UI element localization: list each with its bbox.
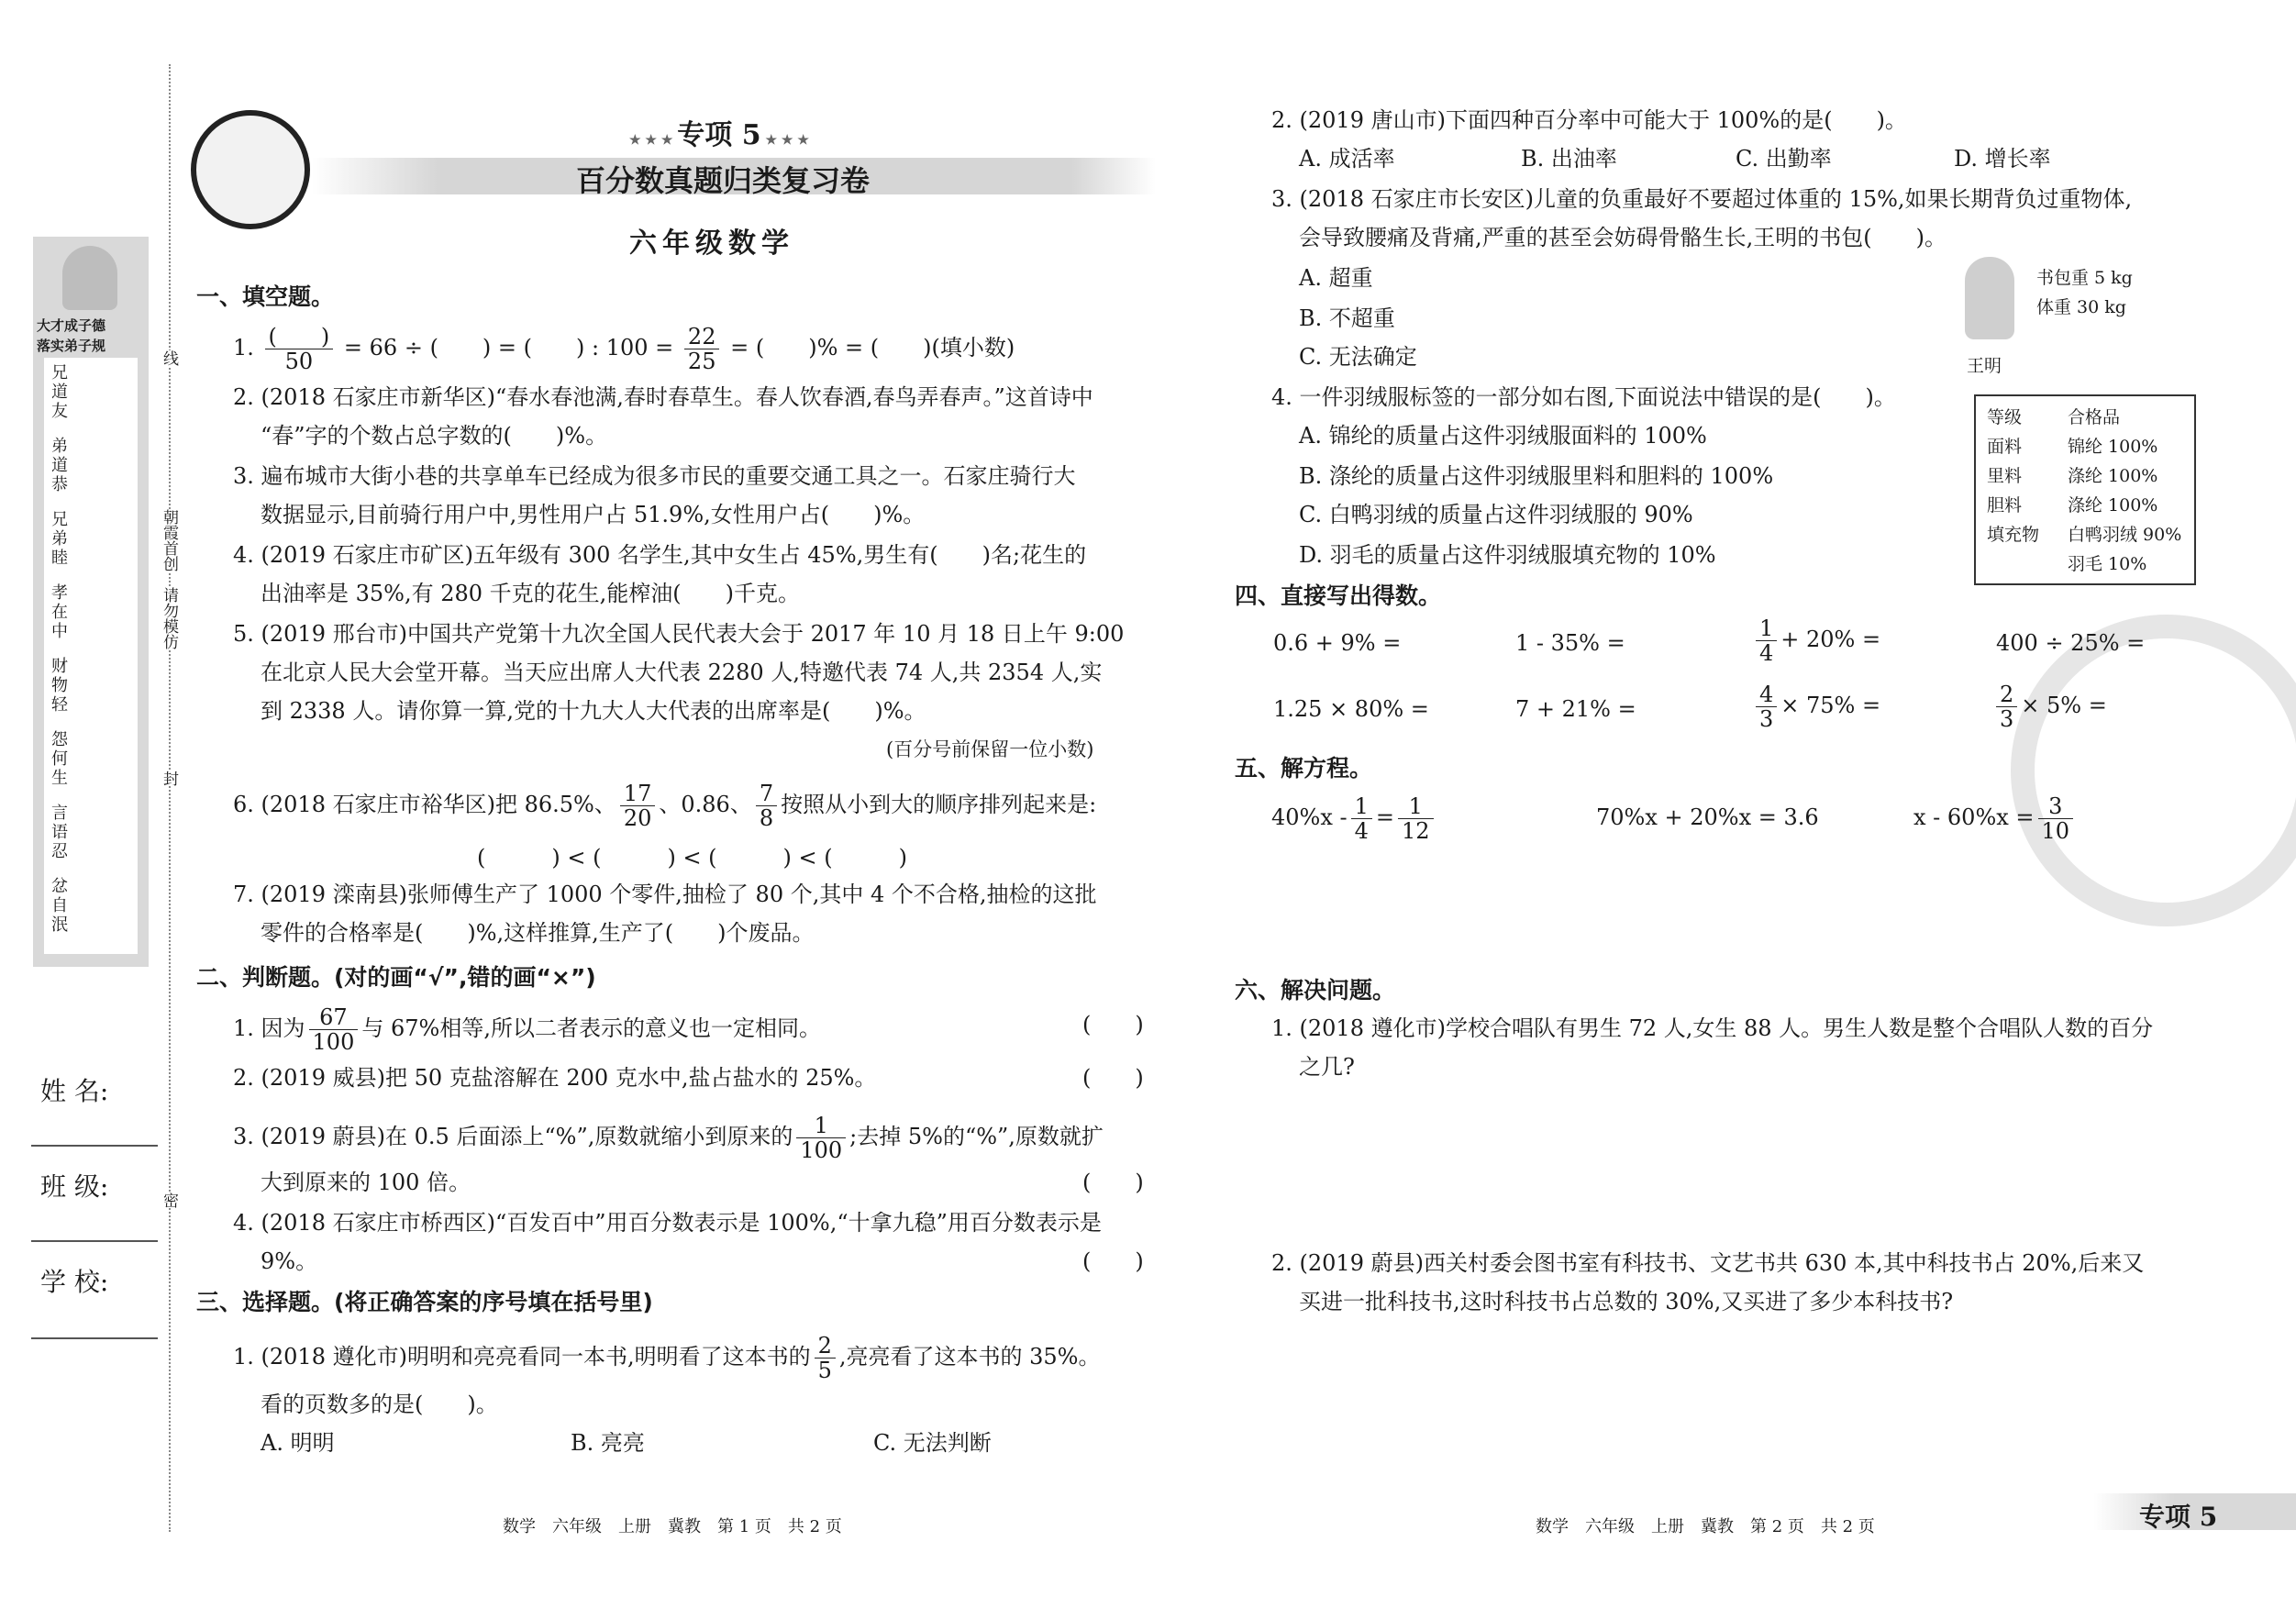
- calc-b2[interactable]: 7 + 21% =: [1515, 696, 1636, 722]
- equation-3[interactable]: [1913, 794, 2077, 843]
- fraction-denominator: 3: [1759, 706, 1774, 732]
- fill-q6-mid: 、0.86、: [659, 792, 752, 817]
- motto-col-3: 兄弟睦: [51, 510, 68, 568]
- fill-q4-line1[interactable]: 4. (2019 石家庄市矿区)五年级有 300 名学生,其中女生占 45%,男生有( )名;花生的: [233, 542, 1087, 568]
- choice-q1-pre: 1. (2018 遵化市)明明和亮亮看同一本书,明明看了这本书的: [233, 1344, 811, 1370]
- motto-col-2: 弟道恭: [51, 437, 68, 494]
- choice-q1-tail: ,亮亮看了这本书的 35%。: [838, 1344, 1101, 1370]
- motto-col-1: 兄道友: [51, 363, 68, 421]
- judge-q3-tail: ;去掉 5%的“%”,原数就扩: [849, 1124, 1104, 1149]
- fill-q1-tail[interactable]: = ( )% = ( )(填小数): [730, 335, 1015, 360]
- section-choice-title: 三、选择题。(将正确答案的序号填在括号里): [196, 1289, 653, 1315]
- fraction-numerator: 1: [1351, 794, 1372, 819]
- fraction-numerator: 17: [620, 782, 656, 806]
- fill-q6-blanks[interactable]: ( ) < ( ) < ( ) < ( ): [477, 845, 908, 871]
- fill-q7-line1: 7. (2019 滦南县)张师傅生产了 1000 个零件,抽检了 80 个,其中 4 个不合格,抽检的这批: [233, 882, 1097, 907]
- equation-3-pre: x - 60%x =: [1913, 804, 2035, 830]
- margin-mark-1: 线: [158, 350, 181, 366]
- problem-1-line2: 之几?: [1299, 1054, 1355, 1080]
- equation-1-equals: =: [1375, 804, 1395, 830]
- fraction: [620, 782, 656, 830]
- motto-col-5: 财物轻: [51, 657, 68, 715]
- motto-columns: [44, 358, 138, 954]
- watermark-seal: [2011, 615, 2296, 926]
- calc-b3[interactable]: [1752, 682, 1880, 731]
- fraction: [815, 1334, 836, 1382]
- problem-2-line1: 2. (2019 蔚县)西关村委会图书室有科技书、文艺书共 630 本,其中科技书占 20%,后来又: [1271, 1250, 2145, 1276]
- choice-q4-option-c[interactable]: C. 白鸭羽绒的质量占这件羽绒服的 90%: [1299, 502, 1693, 527]
- section-calc-title: 四、直接写出得数。: [1235, 582, 1442, 609]
- judge-q4-line2: 9%。: [261, 1248, 318, 1274]
- label-value: 羽毛 10%: [2068, 554, 2147, 574]
- label-value: 锦纶 100%: [2068, 437, 2158, 457]
- motto-col-6: 怨何生: [51, 730, 68, 788]
- motto-line-1: 大才成子德: [37, 317, 106, 334]
- label-value: 涤纶 100%: [2068, 495, 2158, 516]
- margin-mark-4: 封: [158, 771, 181, 786]
- section-fill-title: 一、填空题。: [196, 283, 335, 310]
- binding-line: [169, 64, 171, 1532]
- choice-q2-option-a[interactable]: A. 成活率: [1299, 146, 1395, 172]
- choice-q1: [233, 1334, 1100, 1382]
- fraction-numerator: 22: [684, 325, 720, 349]
- fraction: [1756, 682, 1777, 731]
- calc-a2[interactable]: 1 - 35% =: [1515, 630, 1625, 656]
- school-label: 学 校:: [40, 1267, 109, 1297]
- margin-mark-3: 请勿模仿: [158, 587, 181, 649]
- judge-q1-pre: 1. 因为: [233, 1015, 305, 1041]
- equation-1[interactable]: [1271, 794, 1437, 843]
- fraction-numerator: 1: [1398, 794, 1434, 819]
- fraction: [756, 782, 777, 830]
- fraction-denominator: 10: [2041, 818, 2070, 844]
- margin-mark-5: 密: [158, 1192, 181, 1208]
- fraction: [1398, 794, 1434, 843]
- body-weight: 体重 30 kg: [2036, 297, 2126, 317]
- judge-q3-line2: 大到原来的 100 倍。: [261, 1170, 471, 1195]
- publisher-logo: [191, 110, 310, 229]
- choice-q4[interactable]: 4. 一件羽绒服标签的一部分如右图,下面说法中错误的是( )。: [1271, 384, 1896, 410]
- motto-col-7: 言语忍: [51, 804, 68, 861]
- judge-q1-answer[interactable]: ( ): [1082, 1012, 1144, 1037]
- judge-q1-tail: 与 67%相等,所以二者表示的意义也一定相同。: [361, 1015, 821, 1041]
- fraction: [1996, 682, 2017, 731]
- problem-2-line2: 买进一批科技书,这时科技书占总数的 30%,又买进了多少本科技书?: [1299, 1289, 1954, 1314]
- fill-q1-middle[interactable]: = 66 ÷ ( ) = ( ) : 100 =: [343, 335, 674, 360]
- garment-label: [1974, 394, 2196, 585]
- fraction-denominator: 100: [312, 1029, 355, 1055]
- paper-title: 百分数真题归类复习卷: [576, 163, 871, 198]
- calc-a4[interactable]: 400 ÷ 25% =: [1996, 630, 2146, 656]
- footer-right: 数学 六年级 上册 冀教 第 2 页 共 2 页: [1536, 1517, 1875, 1536]
- judge-q3-pre: 3. (2019 蔚县)在 0.5 后面添上“%”,原数就缩小到原来的: [233, 1124, 793, 1149]
- equation-2[interactable]: 70%x + 20%x = 3.6: [1596, 804, 1819, 830]
- fill-q2-line1[interactable]: 2. (2018 石家庄市新华区)“春水春池满,春时春草生。春人饮春酒,春鸟弄春声。”这首诗中: [233, 384, 1093, 410]
- margin-mark-2: 朝霞首创: [158, 509, 181, 571]
- fill-q6-tail: 按照从小到大的顺序排列起来是:: [781, 792, 1097, 817]
- fill-q4-line2[interactable]: 出油率是 35%,有 280 千克的花生,能榨油( )千克。: [261, 581, 801, 606]
- fill-q5-line1: 5. (2019 邢台市)中国共产党第十九次全国人民代表大会于 2017 年 10 月 18 日上午 9:00: [233, 621, 1125, 647]
- section-tab-label: 专项 5: [2139, 1502, 2218, 1532]
- fill-q5-line2: 在北京人民大会堂开幕。当天应出席人大代表 2280 人,特邀代表 74 人,共 2354 人,实: [261, 660, 1103, 685]
- choice-q2-option-d[interactable]: D. 增长率: [1954, 146, 2051, 172]
- judge-q2: 2. (2019 威县)把 50 克盐溶解在 200 克水中,盐占盐水的 25%。: [233, 1065, 877, 1091]
- choice-q2[interactable]: 2. (2019 唐山市)下面四种百分率中可能大于 100%的是( )。: [1271, 107, 1907, 133]
- fraction: [796, 1114, 846, 1162]
- choice-q4-option-b[interactable]: B. 涤纶的质量占这件羽绒服里料和胆料的 100%: [1299, 463, 1774, 489]
- fraction-numerator: 1: [1756, 616, 1777, 641]
- fraction-denominator: 25: [687, 349, 716, 374]
- fill-q6: [233, 782, 1096, 830]
- fraction-numerator: 4: [1756, 682, 1777, 707]
- judge-q4-answer[interactable]: ( ): [1082, 1248, 1144, 1274]
- label-value: 白鸭羽绒 90%: [2068, 525, 2182, 545]
- judge-q3: [233, 1114, 1104, 1162]
- star-icon: ★ ★ ★: [760, 133, 809, 148]
- student-illustration: [1965, 257, 2014, 339]
- backpack-weight: 书包重 5 kg: [2036, 268, 2133, 288]
- fill-q3-line1: 3. 遍布城市大街小巷的共享单车已经成为很多市民的重要交通工具之一。石家庄骑行大: [233, 463, 1076, 489]
- fraction-denominator: 20: [623, 805, 652, 831]
- calc-a3[interactable]: [1752, 616, 1880, 665]
- section-judge-title: 二、判断题。(对的画“√”,错的画“×”): [196, 964, 596, 991]
- choice-q3-line2[interactable]: 会导致腰痛及背痛,严重的甚至会妨碍骨骼生长,王明的书包( )。: [1299, 225, 1947, 250]
- section-problem-title: 六、解决问题。: [1235, 977, 1396, 1004]
- calc-b4-tail: × 5% =: [2021, 693, 2107, 718]
- class-line[interactable]: [31, 1240, 158, 1242]
- scholar-figure: [62, 246, 117, 310]
- fill-q5-note: (百分号前保留一位小数): [886, 738, 1094, 760]
- fraction: [1756, 616, 1777, 665]
- fraction-denominator: 5: [817, 1358, 832, 1383]
- calc-b4[interactable]: [1992, 682, 2107, 731]
- choice-q1-option-b[interactable]: B. 亮亮: [571, 1430, 645, 1456]
- choice-q1-option-c[interactable]: C. 无法判断: [873, 1430, 992, 1456]
- fraction-numerator: 7: [756, 782, 777, 806]
- fraction: [309, 1005, 359, 1054]
- name-line[interactable]: [31, 1145, 158, 1147]
- label-key: 胆料: [1987, 495, 2023, 516]
- fraction-numerator: 3: [2038, 794, 2074, 819]
- fill-q3-line2[interactable]: 数据显示,目前骑行用户中,男性用户占 51.9%,女性用户占( )%。: [261, 502, 926, 527]
- footer-left: 数学 六年级 上册 冀教 第 1 页 共 2 页: [503, 1517, 842, 1536]
- name-label: 姓 名:: [40, 1076, 109, 1106]
- label-key: 等级: [1987, 407, 2023, 427]
- paper-subtitle: 六年级数学: [629, 227, 794, 260]
- fraction: [2038, 794, 2074, 843]
- choice-q4-option-d[interactable]: D. 羽毛的质量占这件羽绒服填充物的 10%: [1299, 542, 1716, 568]
- label-key: 填充物: [1987, 525, 2040, 545]
- project-badge: [629, 112, 809, 152]
- class-label: 班 级:: [40, 1171, 109, 1202]
- choice-q3-option-c[interactable]: C. 无法确定: [1299, 344, 1417, 370]
- school-line[interactable]: [31, 1337, 158, 1339]
- calc-a1[interactable]: 0.6 + 9% =: [1273, 630, 1402, 656]
- fraction-numerator: 1: [796, 1114, 846, 1138]
- fraction-denominator: 100: [800, 1137, 843, 1163]
- fill-q7-line2[interactable]: 零件的合格率是( )%,这样推算,生产了( )个废品。: [261, 920, 815, 946]
- project-badge-label: 专项 5: [677, 119, 761, 151]
- student-name: 王明: [1967, 356, 2002, 376]
- fill-q5-line3[interactable]: 到 2338 人。请你算一算,党的十九大人大代表的出席率是( )%。: [261, 698, 926, 724]
- judge-q2-answer[interactable]: ( ): [1082, 1065, 1144, 1091]
- fraction-denominator: 3: [2000, 706, 2014, 732]
- label-value: 合格品: [2068, 407, 2121, 427]
- fraction: [1351, 794, 1372, 843]
- judge-q4-line1: 4. (2018 石家庄市桥西区)“百发百中”用百分数表示是 100%,“十拿九稳”用百分数表示是: [233, 1210, 1102, 1236]
- fill-q1-numerator[interactable]: ( ): [265, 325, 334, 349]
- choice-q4-option-a[interactable]: A. 锦纶的质量占这件羽绒服面料的 100%: [1299, 423, 1707, 449]
- judge-q1: [233, 1005, 821, 1054]
- motto-col-8: 忿自泯: [51, 877, 68, 935]
- fraction-numerator: 67: [309, 1005, 359, 1030]
- label-key: 里料: [1987, 466, 2023, 486]
- choice-q1-option-a[interactable]: A. 明明: [261, 1430, 335, 1456]
- calc-b1[interactable]: 1.25 × 80% =: [1273, 696, 1429, 722]
- fraction-numerator: 2: [815, 1334, 836, 1359]
- section-equation-title: 五、解方程。: [1235, 755, 1373, 782]
- judge-q3-answer[interactable]: ( ): [1082, 1170, 1144, 1195]
- motto-line-2: 落实弟子规: [37, 338, 106, 354]
- choice-q2-option-c[interactable]: C. 出勤率: [1736, 146, 1832, 172]
- choice-q3-option-a[interactable]: A. 超重: [1299, 265, 1373, 291]
- fraction-denominator: 4: [1759, 640, 1774, 666]
- fraction-denominator: 4: [1354, 818, 1369, 844]
- choice-q1-line2[interactable]: 看的页数多的是( )。: [261, 1392, 498, 1417]
- calc-b3-tail: × 75% =: [1780, 693, 1881, 718]
- problem-1-line1: 1. (2018 遵化市)学校合唱队有男生 72 人,女生 88 人。男生人数是整个合唱队人数的百分: [1271, 1015, 2154, 1041]
- fraction: [684, 325, 720, 373]
- fraction-denominator: 8: [759, 805, 774, 831]
- fill-q1: [233, 325, 1015, 373]
- motto-sidebar: [33, 237, 149, 967]
- fill-q2-line2[interactable]: “春”字的个数占总字数的( )%。: [261, 423, 608, 449]
- fraction-numerator: 2: [1996, 682, 2017, 707]
- fill-q6-pre: 6. (2018 石家庄市裕华区)把 86.5%、: [233, 792, 616, 817]
- fill-q1-number: 1.: [233, 335, 254, 360]
- label-value: 涤纶 100%: [2068, 466, 2158, 486]
- calc-a3-tail: + 20% =: [1780, 627, 1881, 652]
- equation-1-pre: 40%x -: [1271, 804, 1348, 830]
- choice-q3-line1: 3. (2018 石家庄市长安区)儿童的负重最好不要超过体重的 15%,如果长期背负过重物体,: [1271, 186, 2133, 212]
- star-icon: ★ ★ ★: [629, 133, 678, 148]
- choice-q2-option-b[interactable]: B. 出油率: [1521, 146, 1617, 172]
- motto-col-4: 孝在中: [51, 583, 68, 641]
- fill-q1-denominator: 50: [284, 349, 314, 374]
- fraction: [265, 325, 334, 373]
- label-key: 面料: [1987, 437, 2023, 457]
- fraction-denominator: 12: [1402, 818, 1430, 844]
- choice-q3-option-b[interactable]: B. 不超重: [1299, 305, 1395, 331]
